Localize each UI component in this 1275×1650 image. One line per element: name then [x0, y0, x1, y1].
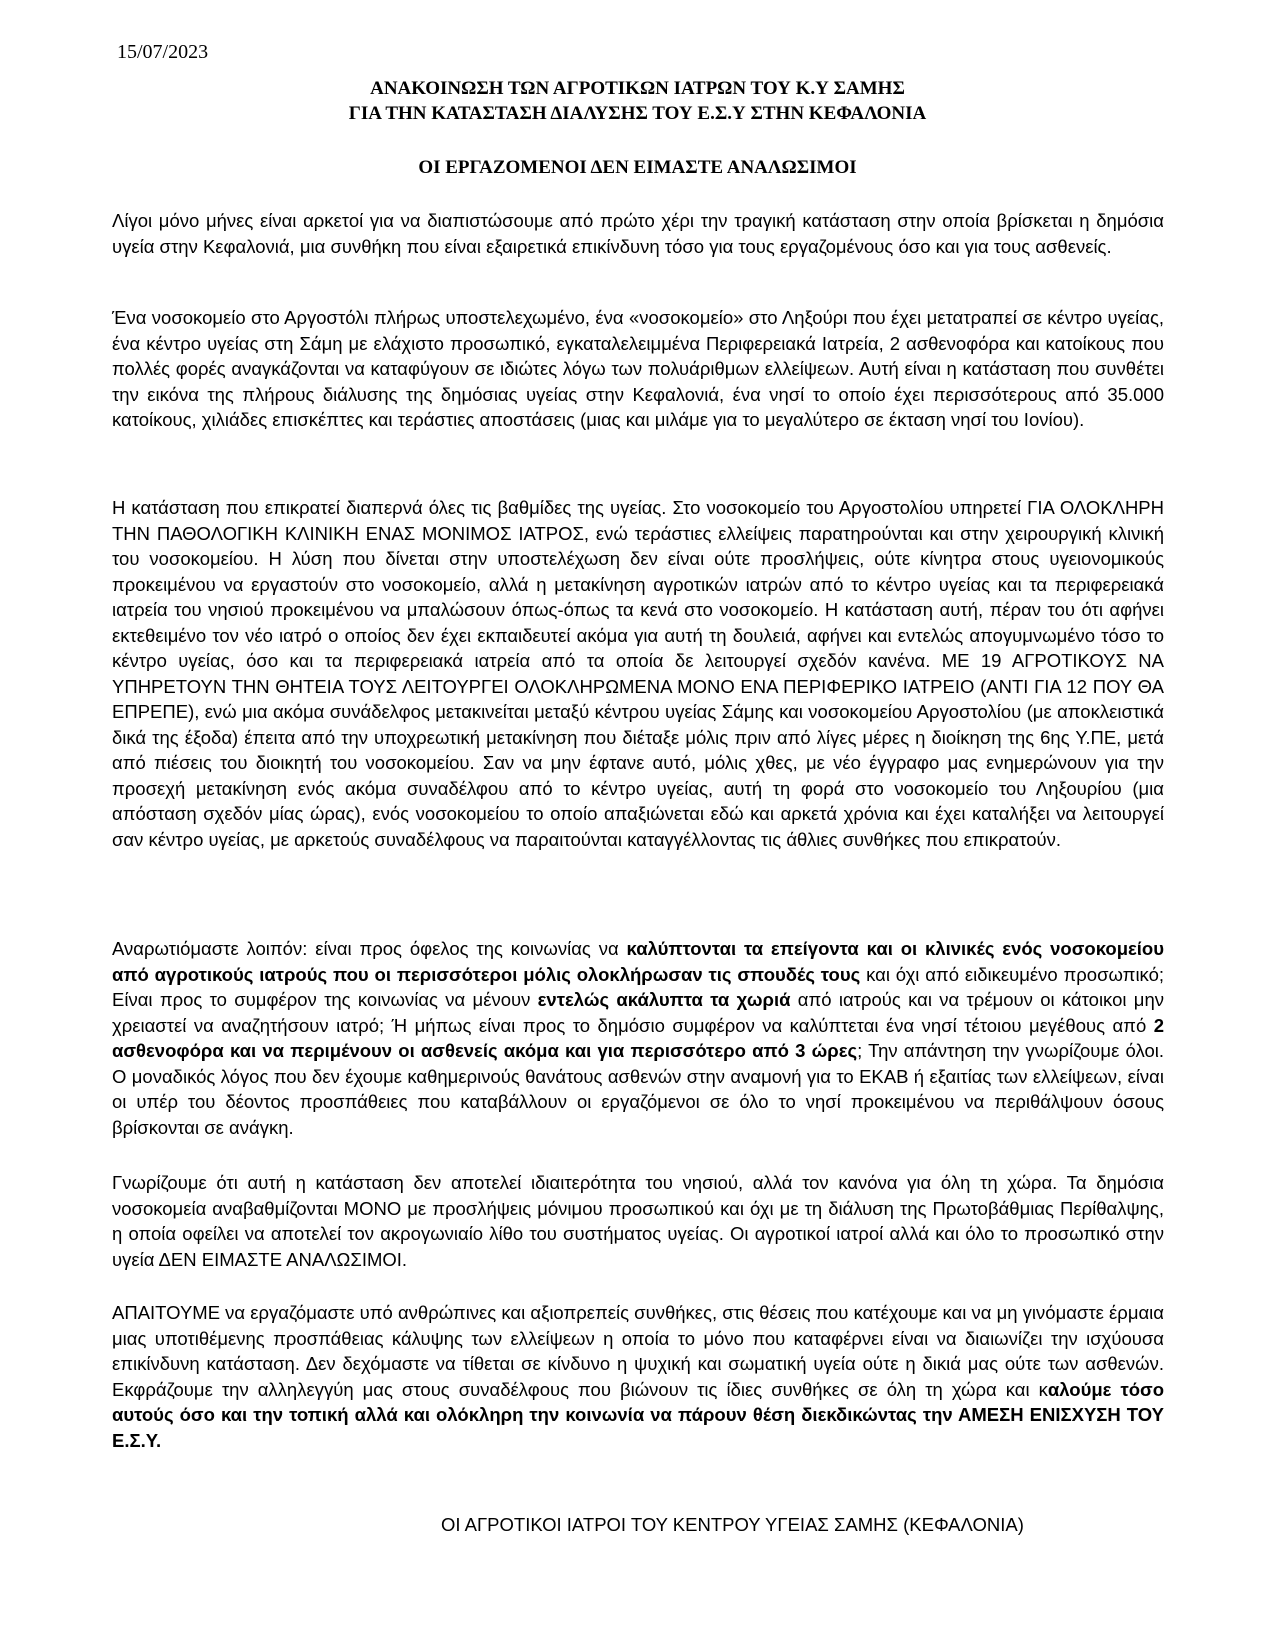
paragraph-4: [112, 936, 1164, 1140]
paragraph-4-text-1: Αναρωτιόμαστε λοιπόν: είναι προς όφελος της κοινωνίας να: [112, 938, 627, 959]
paragraph-4-bold-2: εντελώς ακάλυπτα τα χωριά: [537, 989, 791, 1010]
paragraph-6: [112, 1300, 1164, 1453]
document-title-line-2: ΓΙΑ ΤΗΝ ΚΑΤΑΣΤΑΣΗ ΔΙΑΛΥΣΗΣ ΤΟΥ Ε.Σ.Υ ΣΤΗΝ ΚΕΦΑΛΟΝΙΑ: [348, 103, 927, 124]
document-title-line-1: ΑΝΑΚΟΙΝΩΣΗ ΤΩΝ ΑΓΡΟΤΙΚΩΝ ΙΑΤΡΩΝ ΤΟΥ Κ.Υ ΣΑΜΗΣ: [370, 78, 905, 99]
paragraph-4-text-4: ; Την απάντηση την γνωρίζουμε όλοι. Ο μοναδικός λόγος που δεν έχουμε καθημερινούς θανάτους ασθενών στην αναμονή για το ΕΚΑΒ ή εξαιτίας των ελλείψεων, είναι οι υπέρ του δέοντος προσπάθειες που καταβάλλουν οι εργαζόμενοι σε όλο το νησί προκειμένου να περιθάλψουν όσους βρίσκονται σε ανάγκη.: [112, 1040, 1164, 1138]
paragraph-6-bold-1: αλούμε τόσο αυτούς όσο και την τοπική αλλά και ολόκληρη την κοινωνία να πάρουν θέση διεκδικώντας την ΑΜΕΣΗ ΕΝΙΣΧΥΣΗ ΤΟΥ Ε.Σ.Υ.: [112, 1378, 1164, 1451]
paragraph-4-text-3: από ιατρούς και να τρέμουν οι κάτοικοι μην χρειαστεί να αναζητήσουν ιατρό; Ή μήπως είναι προς το δημόσιο συμφέρον να καλύπτεται ένα νησί τέτοιου μεγέθους από: [112, 989, 1164, 1036]
document-date: 15/07/2023: [117, 41, 209, 63]
document-subtitle: ΟΙ ΕΡΓΑΖΟΜΕΝΟΙ ΔΕΝ ΕΙΜΑΣΤΕ ΑΝΑΛΩΣΙΜΟΙ: [418, 157, 857, 178]
paragraph-4-bold-3: 2 ασθενοφόρα και να περιμένουν οι ασθενείς ακόμα και για περισσότερο από 3 ώρες: [112, 1014, 1164, 1061]
paragraph-4-bold-1: καλύπτονται τα επείγοντα και οι κλινικές ενός νοσοκομείου από αγροτικούς ιατρούς που οι περισσότεροι μόλις ολοκλήρωσαν τις σπουδές τους: [112, 938, 1165, 985]
paragraph-1: Λίγοι μόνο μήνες είναι αρκετοί για να διαπιστώσουμε από πρώτο χέρι την τραγική κατάσταση στην οποία βρίσκεται η δημόσια υγεία στην Κεφαλονιά, μια συνθήκη που είναι εξαιρετικά επικίνδυνη τόσο για τους εργαζομένους όσο και για τους ασθενείς.: [112, 210, 1164, 257]
paragraph-3: Η κατάσταση που επικρατεί διαπερνά όλες τις βαθμίδες της υγείας. Στο νοσοκομείο του Αργοστολίου υπηρετεί ΓΙΑ ΟΛΟΚΛΗΡΗ ΤΗΝ ΠΑΘΟΛΟΓΙΚΗ ΚΛΙΝΙΚΗ ΕΝΑΣ ΜΟΝΙΜΟΣ ΙΑΤΡΟΣ, ενώ τεράστιες ελλείψεις παρατηρούνται και στην χειρουργική κλινική του νοσοκομείου. Η λύση που δίνεται στην υποστελέχωση δεν είναι ούτε προσλήψεις, ούτε κίνητρα στους υγειονομικούς προκειμένου να εργαστούν στο νοσοκομείο, αλλά η μετακίνηση αγροτικών ιατρών από το κέντρο υγείας και τα περιφερειακά ιατρεία του νησιού προκειμένου να μπαλώσουν όπως-όπως τα κενά στο νοσοκομείο. Η κατάσταση αυτή, πέραν του ότι αφήνει εκτεθειμένο τον νέο ιατρό ο οποίος δεν έχει εκπαιδευτεί ακόμα για αυτή τη δουλειά, αφήνει και εντελώς απογυμνωμένο τόσο το κέντρο υγείας, όσο και τα περιφερειακά ιατρεία από τα οποία δε λειτουργεί σχεδόν κανένα. ΜΕ 19 ΑΓΡΟΤΙΚΟΥΣ ΝΑ ΥΠΗΡΕΤΟΥΝ ΤΗΝ ΘΗΤΕΙΑ ΤΟΥΣ ΛΕΙΤΟΥΡΓΕΙ ΟΛΟΚΛΗΡΩΜΕΝΑ ΜΟΝΟ ΕΝΑ ΠΕΡΙΦΕΡΙΚΟ ΙΑΤΡΕΙΟ (ΑΝΤΙ ΓΙΑ 12 ΠΟΥ ΘΑ ΕΠΡΕΠΕ), ενώ μια ακόμα συνάδελφος μετακινείται μεταξύ κέντρου υγείας Σάμης και νοσοκομείου Αργοστολίου (με αποκλειστικά δικά της έξοδα) έπειτα από την υποχρεωτική μετακίνηση που διέταξε μόλις πριν από λίγες μέρες η διοίκηση της 6ης Υ.ΠΕ, μετά από πιέσεις του διοικητή του νοσοκομείου. Σαν να μην έφτανε αυτό, μόλις χθες, με νέο έγγραφο μας ενημερώνουν για την προσεχή μετακίνηση ενός ακόμα συναδέλφου από το κέντρο υγείας, αυτή τη φορά στο νοσοκομείο του Ληξουρίου (μια απόσταση σχεδόν μίας ώρας), ενός νοσοκομείου το οποίο απαξιώνεται εδώ και αρκετά χρόνια και έχει καταλήξει να λειτουργεί σαν κέντρο υγείας, με αρκετούς συναδέλφους να παραιτούνται καταγγέλλοντας τις άθλιες συνθήκες που επικρατούν.: [112, 497, 1164, 850]
paragraph-6-text-1: ΑΠΑΙΤΟΥΜΕ να εργαζόμαστε υπό ανθρώπινες και αξιοπρεπείς συνθήκες, στις θέσεις που κατέχουμε και να μη γινόμαστε έρμαια μιας υποτιθέμενης προσπάθειας κάλυψης των ελλείψεων η οποία το μόνο που καταφέρνει είναι να διαιωνίζει την ισχύουσα επικίνδυνη κατάσταση. Δεν δεχόμαστε να τίθεται σε κίνδυνο η ψυχική και σωματική υγεία ούτε η δικιά μας ούτε των ασθενών. Εκφράζουμε την αλληλεγγύη μας στους συναδέλφους που βιώνουν τις ίδιες συνθήκες σε όλη τη χώρα και κ: [112, 1302, 1164, 1400]
paragraph-5: Γνωρίζουμε ότι αυτή η κατάσταση δεν αποτελεί ιδιαιτερότητα του νησιού, αλλά τον κανόνα για όλη τη χώρα. Τα δημόσια νοσοκομεία αναβαθμίζονται ΜΟΝΟ με προσλήψεις μόνιμου προσωπικού και όχι με τη διάλυση της Πρωτοβάθμιας Περίθαλψης, η οποία οφείλει να αποτελεί τον ακρογωνιαίο λίθο του συστήματος υγείας. Οι αγροτικοί ιατροί αλλά και όλο το προσωπικό στην υγεία ΔΕΝ ΕΙΜΑΣΤΕ ΑΝΑΛΩΣΙΜΟΙ.: [112, 1172, 1164, 1270]
paragraph-4-text-2: και όχι από ειδικευμένο προσωπικό; Είναι προς το συμφέρον της κοινωνίας να μένουν: [112, 963, 1165, 1010]
paragraph-2: Ένα νοσοκομείο στο Αργοστόλι πλήρως υποστελεχωμένο, ένα «νοσοκομείο» στο Ληξούρι που έχει μετατραπεί σε κέντρο υγείας, ένα κέντρο υγείας στη Σάμη με ελάχιστο προσωπικό, εγκαταλελειμμένα Περιφερειακά Ιατρεία, 2 ασθενοφόρα και κατοίκους που πολλές φορές αναγκάζονται να καταφύγουν σε ιδιώτες λόγω των πολυάριθμων ελλείψεων. Αυτή είναι η κατάσταση που συνθέτει την εικόνα της πλήρους διάλυσης της δημόσιας υγείας στην Κεφαλονιά, ένα νησί το οποίο έχει περισσότερους από 35.000 κατοίκους, χιλιάδες επισκέπτες και τεράστιες αποστάσεις (μιας και μιλάμε για το μεγαλύτερο σε έκταση νησί του Ιονίου).: [112, 307, 1164, 430]
signature: ΟΙ ΑΓΡΟΤΙΚΟΙ ΙΑΤΡΟΙ ΤΟΥ ΚΕΝΤΡΟΥ ΥΓΕΙΑΣ ΣΑΜΗΣ (ΚΕΦΑΛΟΝΙΑ): [441, 1514, 1024, 1535]
